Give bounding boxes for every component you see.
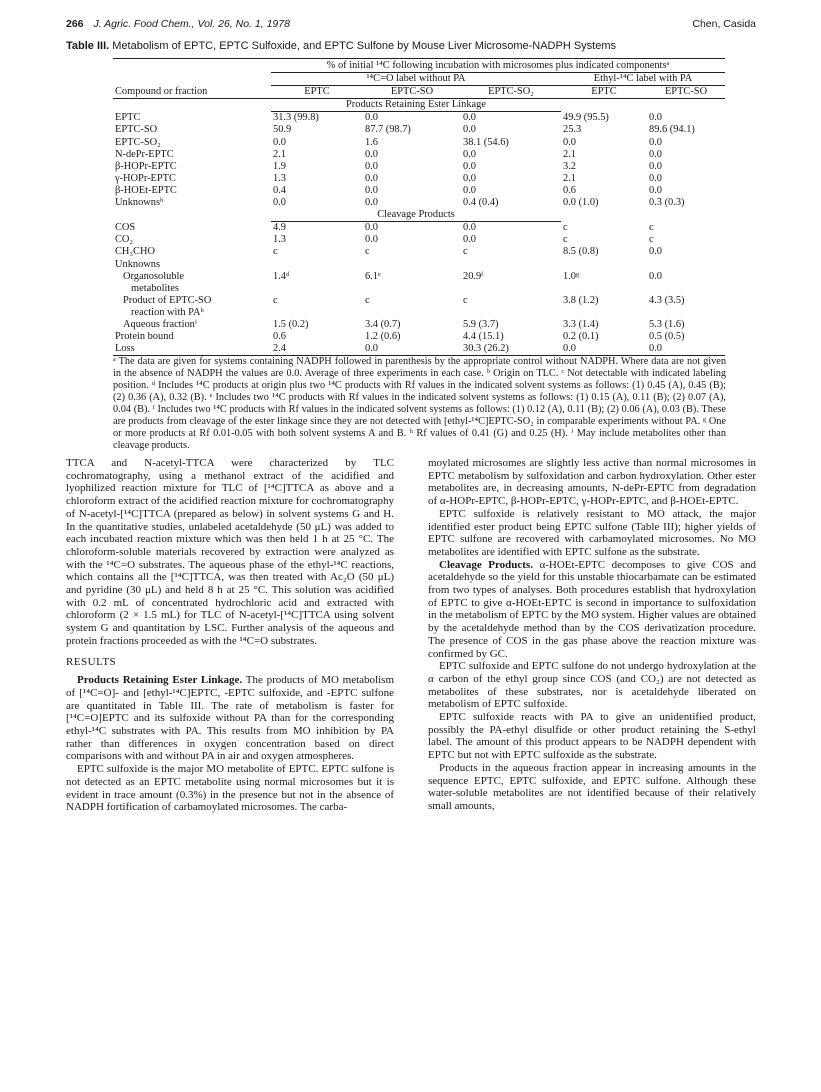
column-header: EPTC-SO (647, 86, 725, 99)
table-cell: 0.0 (273, 197, 286, 209)
running-authors: Chen, Casida (692, 18, 756, 30)
table-cell: c (365, 294, 370, 306)
table-cell: 31.3 (99.8) (273, 112, 319, 124)
row-label: Organosoluble (123, 270, 184, 282)
table-caption: Metabolism of EPTC, EPTC Sulfoxide, and EPTC Sulfone by Mouse Liver Microsome-NADPH Systems (112, 40, 616, 52)
table-cell: 0.0 (463, 112, 476, 124)
table-row (113, 197, 725, 209)
table-row (113, 234, 725, 246)
paragraph: TTCA and N-acetyl-TTCA were characterized by TLC cochromatography, using a methanol extract of the acidified and lyophilized reaction mixture for TLC of [¹⁴C]TTCA as above and a chloroform extract of the acidified reaction mixture for cochromatography of N-acetyl-[¹⁴C]TTCA (prepared as below) in solvent systems G and H. In the quantitative studies, unlabeled acetaldehyde (50 μL) was added to each incubated reaction mixture which was then held 1 h at 25 °C. The chloroform-soluble materials recovered by extraction were analyzed as with the ¹⁴C=O substrates. The aqueous phase of the ethyl-¹⁴C reactions, which contains all the [¹⁴C]TTCA, was then treated with Ac₂O (50 μL) and pyridine (30 μL) and held 8 h at 25 °C. This solution was acidified with 0.2 mL of concentrated hydrochloric acid and extracted with chloroform (2 × 1.5 mL) for TLC of N-acetyl-[¹⁴C]TTCA using solvent system G and quantitation by LSC. Further analysis of the aqueous and protein fractions proceeded as with the ¹⁴C=O substrates. (66, 457, 394, 647)
table-cell: 0.0 (365, 112, 378, 124)
section-heading: RESULTS (66, 655, 117, 668)
table-cell: 4.9 (273, 222, 286, 234)
table-cell: c (463, 246, 468, 258)
table-cell (561, 307, 647, 319)
table-spanner: % of initial ¹⁴C following incubation with microsomes plus indicated componentsᵃ (271, 59, 725, 73)
paragraph: EPTC sulfoxide is relatively resistant to MO attack, the major identified ester product being EPTC sulfone (Table III); higher yields of EPTC sulfone are recovered with carbamoylated microsomes. No MO metabolites are identified with EPTC sulfone as the substrate. (428, 507, 756, 558)
table-section-row (113, 99, 725, 112)
row-label: γ-HOPr-EPTC (115, 172, 176, 184)
table-cell: 30.3 (26.2) (461, 343, 561, 356)
column-header: EPTC (271, 86, 363, 99)
table-cell: c (563, 221, 568, 233)
table-cell: 0.0 (649, 172, 662, 184)
table-cell: 4.3 (3.5) (649, 294, 685, 306)
right-text-column (428, 457, 756, 813)
table-cell: 49.9 (95.5) (563, 111, 609, 123)
table-cell: 0.0 (649, 111, 662, 123)
table-row (113, 271, 725, 283)
running-header (66, 18, 756, 32)
table-cell: c (563, 234, 568, 246)
table-cell: 0.0 (647, 343, 725, 356)
table-cell (561, 283, 647, 295)
table-cell: 0.0 (561, 343, 647, 356)
table-cell: 0.0 (365, 184, 378, 196)
table-cell: 1.6 (365, 136, 378, 148)
table-row (113, 319, 725, 331)
paragraph-run-in-heading: Products Retaining Ester Linkage. (77, 674, 243, 687)
row-label: β-HOPr-EPTC (115, 160, 177, 172)
table-cell: 0.0 (363, 343, 461, 356)
row-label: Protein bound (115, 331, 174, 343)
table-row (113, 307, 725, 319)
table-cell (461, 307, 561, 319)
table-cell: 0.4 (0.4) (463, 197, 499, 209)
journal-citation: J. Agric. Food Chem., Vol. 26, No. 1, 1978 (93, 18, 290, 30)
row-label: N-dePr-EPTC (115, 148, 174, 160)
table-cell: 25.3 (563, 124, 582, 136)
table-cell: 2.1 (563, 172, 576, 184)
table-cell: 1.9 (273, 160, 286, 172)
row-label: Aqueous fractionⁱ (123, 318, 197, 330)
table-cell: 20.9ᶠ (463, 270, 484, 282)
row-label: CO₂ (115, 234, 134, 246)
table-cell: 3.8 (1.2) (563, 294, 599, 306)
table-cell: 0.5 (0.5) (649, 331, 685, 343)
table-cell: 0.0 (649, 246, 662, 258)
table-cell: 6.1ᵉ (365, 270, 381, 282)
table-cell: 5.3 (1.6) (649, 318, 685, 330)
table-row (113, 222, 725, 235)
table-cell: 2.4 (271, 343, 363, 356)
table-cell (363, 283, 461, 295)
table-cell: 0.2 (0.1) (563, 331, 599, 343)
table-spanner-row (113, 59, 725, 73)
paragraph-body: The products of MO metabolism of [¹⁴C=O]- and [ethyl-¹⁴C]EPTC, -EPTC sulfoxide, and -EPTC sulfone are quantitated in Table III. The rate of metabolism is faster for [¹⁴C=O]EPTC and its sulfoxide without PA than for the corresponding ethyl-¹⁴C substrates with PA. This results from MO inhibition by PA rather than differences in oxygen concentration based on direct comparisons with and without PA in air and oxygen atmospheres. (66, 674, 395, 763)
table-cell (271, 283, 363, 295)
paragraph-body: α-HOEt-EPTC decomposes to give COS and acetaldehyde so the yield for this unstable thiocarbamate can be estimated from two types of analyses. Both procedures establish that hydroxylation of EPTC to give α-HOEt-EPTC is second in importance to sulfoxidation in the metabolism of EPTC by the MO system. Higher values are obtained by the acetaldehyde method than by the COS derivatization procedure. The presence of COS in the gas phase above the reaction mixture was confirmed by GC. (428, 558, 757, 660)
table-cell: 1.3 (273, 172, 286, 184)
table-cell: 0.0 (649, 136, 662, 148)
table-label: Table III. (66, 40, 110, 52)
table-row (113, 259, 725, 271)
table-cell: 0.0 (463, 148, 476, 160)
column-header: EPTC-SO₂ (461, 86, 561, 99)
row-label: Product of EPTC-SO (123, 294, 212, 306)
table-cell: 0.0 (273, 136, 286, 148)
group-header-ethyl: Ethyl-¹⁴C label with PA (561, 73, 725, 86)
table-cell: 3.3 (1.4) (563, 318, 599, 330)
table-cell: c (649, 221, 654, 233)
table-cell: 1.4ᵈ (273, 270, 290, 282)
table-cell: 0.0 (649, 148, 662, 160)
table-row (113, 185, 725, 197)
table-cell: 1.0ᵍ (563, 270, 580, 282)
row-label: CH₃CHO (115, 246, 155, 258)
table-column-header-row (113, 86, 725, 99)
row-label: COS (115, 221, 136, 233)
row-label: β-HOEt-EPTC (115, 184, 177, 196)
table-row (113, 112, 725, 125)
paragraph: Products in the aqueous fraction appear in increasing amounts in the sequence EPTC, EPTC sulfoxide, and EPTC sulfone. Although these water-soluble metabolites are not identified because of their relatively small amounts, (428, 761, 756, 812)
table-row (113, 149, 725, 161)
table-cell: 5.9 (3.7) (463, 318, 499, 330)
table-cell: 1.2 (0.6) (365, 331, 401, 343)
table-cell: 0.0 (365, 234, 378, 246)
table-cell: c (273, 294, 278, 306)
column-header: EPTC-SO (363, 86, 461, 99)
table-row (113, 161, 725, 173)
row-label: Unknowns (115, 258, 161, 270)
table-cell: 0.3 (0.3) (649, 197, 685, 209)
table-row (113, 173, 725, 185)
table-cell: 0.6 (563, 184, 576, 196)
table-title (66, 40, 766, 52)
table-cell: 0.0 (1.0) (563, 197, 599, 209)
table-group-row (113, 73, 725, 86)
table-cell: 0.0 (649, 184, 662, 196)
table-section-row (113, 209, 725, 222)
table-cell (647, 307, 725, 319)
left-text-column (66, 457, 394, 814)
table-cell (461, 259, 561, 271)
paragraph: EPTC sulfoxide is the major MO metabolite of EPTC. EPTC sulfone is not detected as an EPTC metabolite using normal microsomes but it is evident in trace amount (0.3%) in the presence but not in the absence of NADPH fortification of carbamoylated microsomes. The carba- (66, 763, 394, 814)
table-cell: c (273, 246, 278, 258)
group-header-carbonyl: ¹⁴C=O label without PA (271, 73, 561, 86)
table-footnotes: ᵃ The data are given for systems containing NADPH followed in parenthesis by the appropriate control without NADPH. Where data are not given in the absence of NADPH the values are 0.0. Average of three experiments in each case. ᵇ Origin on TLC. ᶜ Not detectable with indicated labeling position. ᵈ Includes ¹⁴C products at origin plus two ¹⁴C products with Rf values in the indicated solvent systems as follows: (1) 0.45 (A), 0.45 (B); (2) 0.36 (A), 0.32 (B). ᵉ Includes two ¹⁴C products with Rf values in the indicated solvent systems as follows: (1) 0.15 (A), 0.11 (B); (2) 0.07 (A), 0.04 (B). ᶠ Includes two ¹⁴C products with Rf values in the indicated solvent systems as follows: (1) 0.12 (A), 0.11 (B); (2) 0.06 (A), 0.03 (B). These are products from cleavage of the ester linkage since they are not detected with [ethyl-¹⁴C]EPTC-SO₂ in comparable experiments without PA. ᵍ One or more products at Rf 0.01-0.05 with both solvent systems A and B. ʰ Rf values of 0.41 (G) and 0.25 (H). ⁱ May include metabolites other than cleavage products. (113, 356, 726, 451)
table-row (113, 331, 725, 343)
table-cell: 0.0 (463, 160, 476, 172)
table-cell: 0.0 (365, 172, 378, 184)
paragraph-run-in-heading: Cleavage Products. (439, 558, 533, 571)
table-cell: 3.4 (0.7) (365, 318, 401, 330)
table-row (113, 343, 725, 356)
table-row (113, 137, 725, 149)
table-cell: 2.1 (273, 148, 286, 160)
column-header-compound: Compound or fraction (113, 86, 271, 99)
table-cell: 0.0 (365, 222, 378, 234)
table-cell: 0.4 (273, 184, 286, 196)
table-cell: 1.3 (273, 234, 286, 246)
row-label: metabolites (131, 282, 179, 294)
table-cell: 0.0 (365, 160, 378, 172)
table-cell: 0.0 (463, 172, 476, 184)
table-cell: 0.0 (563, 136, 576, 148)
table-cell: 1.5 (0.2) (273, 318, 309, 330)
table-cell: 2.1 (563, 148, 576, 160)
table-section-heading: Cleavage Products (271, 209, 561, 222)
table-cell (647, 259, 725, 271)
table-cell: 50.9 (273, 124, 292, 136)
table-cell: c (463, 294, 468, 306)
table-cell: 0.0 (463, 124, 476, 136)
table-cell (271, 259, 363, 271)
table-cell: 0.0 (463, 234, 476, 246)
table-section-heading: Products Retaining Ester Linkage (271, 99, 561, 112)
table-cell: c (365, 246, 370, 258)
table-cell (561, 259, 647, 271)
paragraph (66, 674, 394, 763)
paragraph (428, 559, 756, 661)
paragraph: moylated microsomes are slightly less active than normal microsomes in EPTC metabolism by sulfoxidation and carbon hydroxylation. Other ester metabolites are, in decreasing amounts, N-dePr-EPTC from degradation of α-HOPr-EPTC, β-HOPr-EPTC, γ-HOPr-EPTC, and β-HOEt-EPTC. (428, 457, 756, 508)
row-label: EPTC (115, 111, 141, 123)
table-cell: 87.7 (98.7) (365, 124, 411, 136)
table-cell (363, 307, 461, 319)
table-cell: 0.0 (365, 197, 378, 209)
table-cell: 4.4 (15.1) (463, 331, 504, 343)
row-label: EPTC-SO₂ (115, 136, 161, 148)
table-row (113, 246, 725, 258)
table-cell: 0.0 (649, 160, 662, 172)
table-cell: 0.0 (649, 270, 662, 282)
table-cell (271, 307, 363, 319)
paragraph: EPTC sulfoxide reacts with PA to give an unidentified product, possibly the PA-ethyl disulfide or other product retaining the S-ethyl label. The amount of this product appears to be NADPH dependent with EPTC but not with EPTC sulfoxide as the substrate. (428, 711, 756, 762)
table-row (113, 295, 725, 307)
table-cell: 0.0 (463, 222, 476, 234)
table-cell: 38.1 (54.6) (463, 136, 509, 148)
row-label: EPTC-SO (115, 124, 158, 136)
table-cell: 8.5 (0.8) (563, 246, 599, 258)
table-cell: 0.0 (463, 184, 476, 196)
paragraph: EPTC sulfoxide and EPTC sulfone do not undergo hydroxylation at the α carbon of the ethyl group since COS (and CO₂) are not detected as metabolites of these substrates, nor is acetaldehyde liberated on metabolism of EPTC sulfoxide. (428, 660, 756, 711)
table-cell: 3.2 (563, 160, 576, 172)
table-cell: 0.6 (273, 331, 286, 343)
row-label: Loss (113, 343, 271, 356)
table-cell: c (649, 234, 654, 246)
page-number: 266 (66, 18, 84, 30)
table-row (113, 124, 725, 136)
column-header: EPTC (561, 86, 647, 99)
table-cell (461, 283, 561, 295)
table-row (113, 283, 725, 295)
table-cell (647, 283, 725, 295)
table-cell: 89.6 (94.1) (649, 124, 695, 136)
row-label: Unknownsᵇ (115, 197, 164, 209)
metabolism-table (113, 58, 725, 356)
table-cell (363, 259, 461, 271)
row-label: reaction with PAʰ (131, 306, 204, 318)
table-cell: 0.0 (365, 148, 378, 160)
